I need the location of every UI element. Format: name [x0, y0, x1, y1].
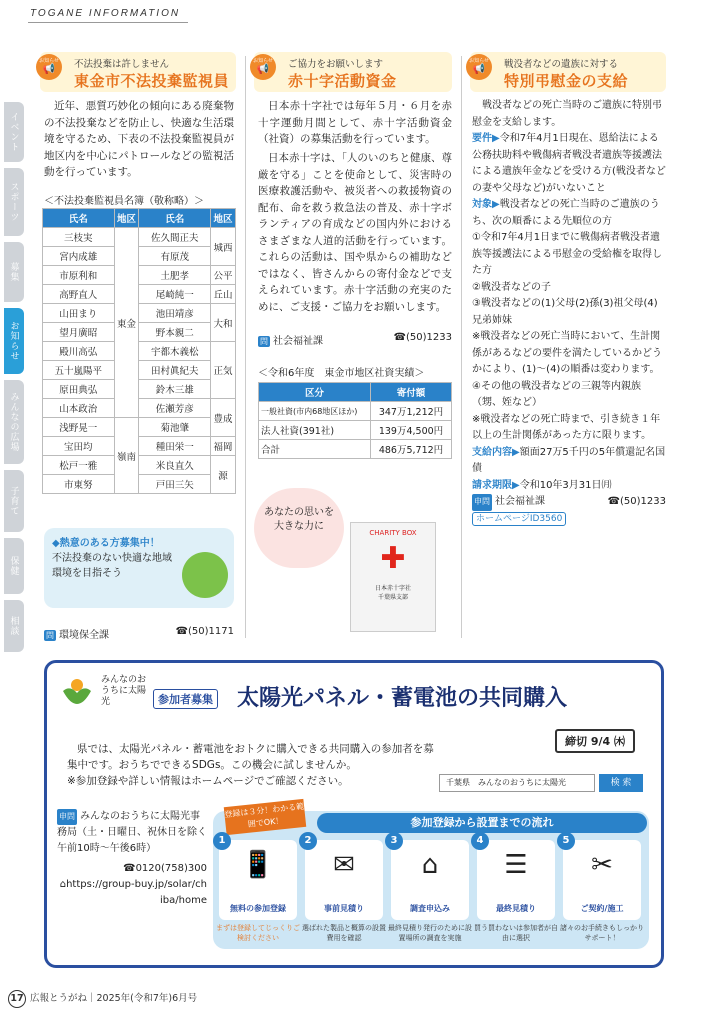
target-text: 戦没者などの死亡当時のご遺族のうち、次の順番による先順位の方 — [472, 199, 660, 227]
contact-dept-name: 社会福祉課 — [495, 496, 545, 507]
register-note: 登録は３分！わかる範囲でOK！ — [224, 799, 306, 835]
sun-heart-svg — [57, 677, 97, 713]
megaphone-icon: 📢 — [472, 64, 486, 75]
list-item: ※戦没者などの死亡時まで、引き続き１年以上の生計関係があった方に限ります。 — [472, 413, 661, 441]
article-subtitle: 戦没者などの遺族に対する — [504, 59, 619, 70]
step-number: 1 — [213, 832, 231, 850]
column-header: 地区 — [211, 209, 236, 228]
district-cell: 正気 — [211, 342, 236, 399]
step-number: 2 — [299, 832, 317, 850]
payment: 支給内容▶額面27万5千円の5年償還記名国債 — [472, 446, 666, 474]
column-header: 地区 — [114, 209, 139, 228]
table-row — [43, 247, 236, 266]
recruit-title: ◆熱意のある方募集中！ — [52, 538, 160, 549]
step-description: まずは登録してじっくりご検討ください — [216, 924, 300, 942]
target: 対象▶戦没者などの死亡当時のご遺族のうち、次の順番による先順位の方 — [472, 199, 660, 227]
requirement: 要件▶令和7年4月1日現在、恩給法による公務扶助料や戦傷病者戦没者遺族等援護法による遺族年金などを受ける方(戦没者などの妻や父母など)がいないこと — [472, 133, 666, 194]
contact-tel: ☎(50)1233 — [607, 496, 666, 507]
name-cell: 菊池肇 — [139, 418, 211, 437]
article-title-box — [254, 52, 452, 92]
contact-tel: ☎(50)1233 — [393, 332, 452, 343]
megaphone-icon: 📢 — [42, 64, 56, 75]
name-cell: 佐久間正夫 — [139, 228, 211, 247]
name-cell: 山田まり — [43, 304, 115, 323]
page-header — [0, 0, 724, 26]
requirement-text: 令和7年4月1日現在、恩給法による公務扶助料や戦傷病者戦没者遺族等援護法による遺族年金などを受ける方(戦没者などの妻や父母など)がいないこと — [472, 133, 666, 194]
solar-url[interactable] — [57, 877, 207, 909]
payment-label: 支給内容 — [472, 446, 512, 458]
column-header: 区分 — [259, 383, 371, 402]
table-row — [43, 266, 236, 285]
district-cell: 東金 — [114, 228, 139, 418]
solar-contact — [57, 809, 207, 909]
smartphone-icon: 📱 — [241, 850, 275, 880]
solar-url-text: https://group-buy.jp/solar/chiba/home — [66, 879, 207, 906]
target-label: 対象 — [472, 199, 492, 210]
name-cell: 三枝実 — [43, 228, 115, 247]
tab-consult[interactable]: 相談 — [4, 600, 24, 652]
name-cell: 鈴木三雄 — [139, 380, 211, 399]
name-cell: 市東努 — [43, 475, 115, 494]
header-rule — [28, 22, 188, 23]
contact-dept-name: 社会福祉課 — [273, 336, 323, 347]
search-input[interactable]: 千葉県 みんなのおうちに太陽光 — [439, 774, 595, 792]
step-label: 無料の参加登録 — [230, 904, 286, 913]
table-row — [43, 304, 236, 323]
district-cell: 公平 — [211, 266, 236, 285]
table-row — [43, 399, 236, 418]
flow-step — [562, 835, 641, 920]
article-title: 赤十字活動資金 — [288, 72, 397, 90]
name-cell: 尾崎純一 — [139, 285, 211, 304]
name-cell: 宇都木義松 — [139, 342, 211, 361]
flow-step — [476, 835, 555, 920]
envelope-icon: ✉ — [333, 850, 355, 880]
amount-cell: 347万1,212円 — [371, 402, 452, 421]
article-title: 特別弔慰金の支給 — [504, 72, 629, 90]
homepage-icon: ⌂ — [59, 879, 67, 890]
name-cell: 土肥孝 — [139, 266, 211, 285]
header-title: TOGANE INFORMATION — [30, 8, 181, 19]
name-cell: 米良直久 — [139, 456, 211, 475]
column-header: 氏名 — [139, 209, 211, 228]
badge-label: お知らせ — [469, 58, 489, 64]
article-title-box — [40, 52, 236, 92]
name-cell: 戸田三矢 — [139, 475, 211, 494]
column-header: 寄付額 — [371, 383, 452, 402]
article-body: 日本赤十字は、「人のいのちと健康、尊厳を守る」ことを使命として、災害時の医療救護活動や、被災者への救援物資の配布、命を救う救急法の普及、赤十字ボランティアの育成などの国内外におけるさまざまな人道的活動を行っています。これらの活動は、国や県からの補助などではなく、皆さんからの寄付金などで支えられています。赤十字活動の充実のために、ご支援・ご協力をお願いします。 — [258, 152, 452, 313]
box-org: 日本赤十字社 — [374, 585, 411, 592]
tab-childcare[interactable]: 子育て — [4, 470, 24, 532]
contact-dept-name: 環境保全課 — [59, 630, 109, 641]
contact-line — [472, 494, 666, 511]
step-label: 事前見積り — [324, 904, 364, 913]
name-cell: 佐瀬芳彦 — [139, 399, 211, 418]
table-header-row — [43, 209, 236, 228]
donation-table — [258, 382, 452, 459]
category-cell: 法人社資(391社) — [259, 421, 371, 440]
table-row — [259, 421, 452, 440]
tools-icon: ✂ — [591, 850, 613, 880]
amount-cell: 486万5,712円 — [371, 440, 452, 459]
table-row — [43, 361, 236, 380]
name-cell: 殿川高弘 — [43, 342, 115, 361]
name-cell: 山本政治 — [43, 399, 115, 418]
district-cell: 源 — [211, 456, 236, 494]
name-cell: 宝田均 — [43, 437, 115, 456]
free-dial-icon: ☎ — [123, 863, 136, 874]
name-cell: 五十嵐陽平 — [43, 361, 115, 380]
name-cell: 望月廣昭 — [43, 323, 115, 342]
table-row — [43, 342, 236, 361]
contact-line — [258, 332, 452, 347]
flow-step — [218, 835, 297, 920]
inquiry-icon: 問 — [46, 631, 54, 640]
box-label: CHARITY BOX — [369, 529, 417, 537]
box-branch: 千葉県支部 — [377, 594, 408, 601]
contact-dept — [472, 494, 545, 511]
table-row — [43, 456, 236, 475]
article-subtitle: ご協力をお願いします — [288, 59, 384, 70]
solar-logo-icon — [57, 677, 97, 713]
solar-contact-text: みんなのおうちに太陽光事務局（土・日曜日、祝休日を除く午前10時～午後6時） — [57, 811, 207, 854]
column-divider — [461, 56, 462, 638]
step-number: 4 — [471, 832, 489, 850]
house-icon: ⌂ — [421, 850, 439, 880]
flow-step — [390, 835, 469, 920]
heart-message: あなたの思いを大きな力に — [254, 488, 344, 568]
search-button[interactable]: 検 索 — [599, 774, 643, 792]
step-label: 最終見積り — [496, 904, 536, 913]
tab-notice[interactable]: お知らせ — [4, 308, 24, 374]
table-row — [43, 437, 236, 456]
contact-dept — [44, 626, 109, 641]
name-cell: 高野直人 — [43, 285, 115, 304]
article-subtitle: 不法投棄は許しません — [74, 59, 170, 70]
step-number: 3 — [385, 832, 403, 850]
article-title: 東金市不法投棄監視員 — [74, 72, 230, 90]
article-body: 日本赤十字社では毎年５月・６月を赤十字運動月間として、赤十字活動資金（社資）の募集活動を行っています。 — [258, 100, 452, 145]
table-caption: ＜不法投棄監視員名簿（敬称略）＞ — [44, 196, 204, 207]
name-cell: 市原利和 — [43, 266, 115, 285]
step-label: ご契約/施工 — [580, 904, 624, 913]
district-cell: 城西 — [211, 228, 236, 266]
badge-label: お知らせ — [39, 58, 59, 64]
table-caption: ＜令和6年度 東金市地区社資実績＞ — [258, 368, 425, 379]
column-header: 氏名 — [43, 209, 115, 228]
tab-event[interactable]: イベント — [4, 102, 24, 162]
step-description: 諸々のお手続きもしっかりサポート！ — [560, 924, 644, 942]
contact-tel: ☎(50)1171 — [175, 626, 234, 637]
free-dial — [57, 861, 207, 877]
payment-text: 額面27万5千円の5年償還記名国債 — [472, 446, 666, 474]
name-cell: 野本親二 — [139, 323, 211, 342]
deadline: 請求期限▶令和10年3月31日㈪ — [472, 479, 612, 491]
district-cell: 福岡 — [211, 437, 236, 456]
tab-sports[interactable]: スポーツ — [4, 168, 24, 236]
tab-recruit[interactable]: 募集 — [4, 242, 24, 302]
page-footer — [8, 990, 197, 1008]
table-row — [259, 440, 452, 459]
district-cell: 豊成 — [211, 399, 236, 437]
column-divider — [245, 56, 246, 638]
article-title-box — [470, 52, 666, 92]
article-content — [472, 98, 666, 527]
list-item: ②戦没者などの子 — [472, 281, 551, 293]
free-dial-number: 0120(758)300 — [135, 863, 207, 874]
solar-note: ※参加登録や詳しい情報はホームページでご確認ください。 — [67, 775, 349, 787]
badge-label: お知らせ — [253, 58, 273, 64]
notice-badge — [36, 54, 62, 80]
table-row — [43, 285, 236, 304]
document-icon: ☰ — [504, 850, 528, 880]
table-row — [43, 380, 236, 399]
step-description: 最終見積り発行のために設置場所の調査を実施 — [388, 924, 472, 942]
page-number: 17 — [8, 990, 26, 1008]
name-cell: 原田典弘 — [43, 380, 115, 399]
tab-community[interactable]: みんなの広場 — [4, 380, 24, 464]
recruit-tag: 参加者募集 — [153, 689, 218, 709]
charity-box-illustration — [350, 522, 436, 632]
flow-title: 参加登録から設置までの流れ — [317, 813, 647, 833]
flow-step — [304, 835, 383, 920]
mascot-icon — [182, 552, 228, 598]
amount-cell: 139万4,500円 — [371, 421, 452, 440]
name-cell: 宮内成雄 — [43, 247, 115, 266]
table-row — [43, 418, 236, 437]
district-cell: 嶺南 — [114, 418, 139, 494]
apply-inquiry-icon: 申問 — [472, 494, 492, 511]
table-row — [259, 402, 452, 421]
name-cell: 松戸一雅 — [43, 456, 115, 475]
solar-title: 太陽光パネル・蓄電池の共同購入 — [237, 686, 568, 711]
footer-text: 広報とうがね｜2025年(令和7年)6月号 — [30, 993, 198, 1004]
inquiry-icon: 問 — [260, 337, 268, 346]
notice-badge — [250, 54, 276, 80]
step-label: 調査申込み — [410, 904, 450, 913]
recruit-text: 不法投棄のない快適な地域環境を目指そう — [52, 553, 172, 579]
deadline-label: 請求期限 — [472, 479, 512, 491]
list-item: ③戦没者などの(1)父母(2)孫(3)祖父母(4)兄弟姉妹 — [472, 298, 658, 326]
requirement-label: 要件 — [472, 133, 492, 144]
table-row — [43, 228, 236, 247]
homepage-id-link[interactable]: ホームページID3560 — [472, 512, 566, 526]
name-cell: 浅野晃一 — [43, 418, 115, 437]
megaphone-icon: 📢 — [256, 64, 270, 75]
list-item: ①令和7年4月1日までに戦傷病者戦没者遺族等援護法による弔慰金の受給権を取得した方 — [472, 232, 662, 276]
district-cell: 大和 — [211, 304, 236, 342]
contact-dept — [258, 332, 323, 347]
article-body: 戦没者などの死亡当時のご遺族に特別弔慰金を支給します。 — [472, 100, 662, 128]
category-cell: 一般社資(市内68地区ほか) — [259, 402, 371, 421]
category-cell: 合計 — [259, 440, 371, 459]
monitor-table — [42, 208, 236, 494]
district-cell: 丘山 — [211, 285, 236, 304]
step-description: 選ばれた製品と概算の設置費用を確認 — [302, 924, 386, 942]
solar-body: 県では、太陽光パネル・蓄電池をおトクに購入できる共同購入の参加者を募集中です。おうちでできるSDGs。この機会に試しませんか。 — [67, 743, 434, 771]
step-number: 5 — [557, 832, 575, 850]
logo-text: みんなのおうちに太陽光 — [101, 675, 147, 707]
deadline-badge: 締切 9/4 ㈭ — [555, 729, 635, 753]
name-cell: 有原茂 — [139, 247, 211, 266]
notice-badge — [466, 54, 492, 80]
name-cell: 池田靖彦 — [139, 304, 211, 323]
name-cell: 田村眞紀夫 — [139, 361, 211, 380]
article-body: 近年、悪質巧妙化の傾向にある廃棄物の不法投棄などを防止し、快適な生活環境を守るため、下表の不法投棄監視員が地区内を中心にパトロールなどの監視活動を行っています。 — [44, 100, 234, 178]
name-cell: 種田栄一 — [139, 437, 211, 456]
list-item: ※戦没者などの死亡当時において、生計関係があるなどの要件を満たしているかどうかにより、(1)～(4)の順番は変わります。 — [472, 331, 662, 375]
step-description: 買う買わないは参加者が自由に選択 — [474, 924, 558, 942]
table-row — [43, 323, 236, 342]
table-row — [43, 475, 236, 494]
list-item: ④その他の戦没者などの三親等内親族（甥、姪など） — [472, 380, 641, 408]
solar-panel-box — [44, 660, 664, 968]
recruit-box — [44, 528, 234, 608]
deadline-text: 令和10年3月31日㈪ — [519, 479, 612, 491]
apply-inquiry-icon: 申問 — [57, 809, 77, 825]
table-header-row — [259, 383, 452, 402]
tab-health[interactable]: 保健 — [4, 538, 24, 594]
contact-line — [44, 626, 234, 641]
red-cross-icon: ✚ — [380, 541, 406, 576]
